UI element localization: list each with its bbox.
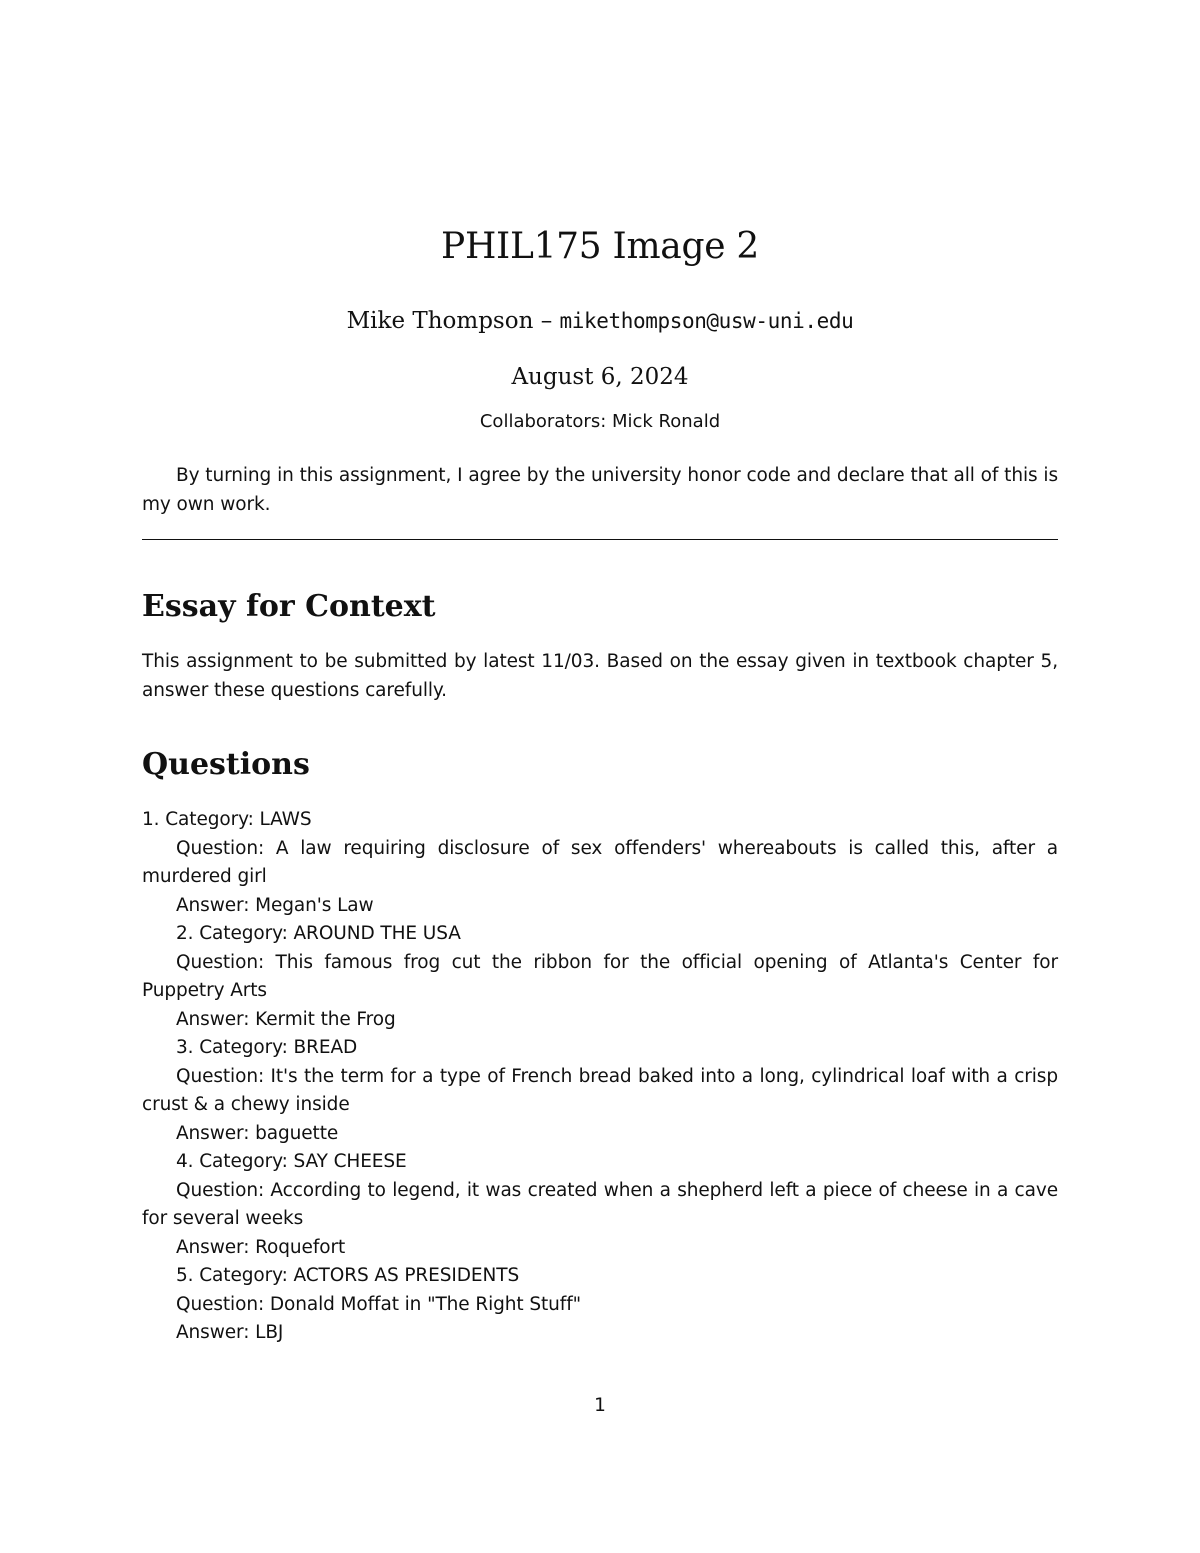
question-text: Question: A law requiring disclosure of sex offenders' whereabouts is called this, after a murdered girl [142,837,1058,887]
document-title: PHIL175 Image 2 [441,226,759,267]
question-category: 1. Category: LAWS [142,809,312,830]
question-answer: Answer: baguette [176,1122,339,1144]
question-answer: Answer: Megan's Law [176,894,374,916]
author-email: mikethompson@usw-uni.edu [559,309,854,333]
author-separator: – [533,308,560,334]
question-text: Question: This famous frog cut the ribbon for the official opening of Atlanta's Center for Puppetry Arts [142,951,1058,1001]
question-answer: Answer: Kermit the Frog [176,1008,396,1030]
question-text: Question: According to legend, it was created when a shepherd left a piece of cheese in a cave for several weeks [142,1179,1058,1229]
question-answer: Answer: LBJ [176,1322,284,1343]
honor-statement: By turning in this assignment, I agree by the university honor code and declare that all of this is my own work. [142,465,1058,515]
question-list [142,806,1058,1348]
collaborators-line: Collaborators: Mick Ronald [479,411,721,432]
question-category: 4. Category: SAY CHEESE [176,1151,407,1172]
question-text: Question: Donald Moffat in "The Right Stuff" [176,1293,582,1315]
essay-paragraph: This assignment to be submitted by latest 11/03. Based on the essay given in textbook chapter 5, answer these questions carefully. [142,651,1058,701]
question-text: Question: It's the term for a type of French bread baked into a long, cylindrical loaf with a crisp crust & a chewy inside [142,1065,1058,1115]
questions-heading: Questions [142,747,310,782]
horizontal-rule [142,539,1058,540]
question-category: 2. Category: AROUND THE USA [176,923,461,944]
question-category: 3. Category: BREAD [176,1037,358,1058]
author-name: Mike Thompson [346,308,534,334]
question-answer: Answer: Roquefort [176,1236,346,1258]
document-date: August 6, 2024 [511,364,689,390]
page-number: 1 [594,1395,606,1416]
question-category: 5. Category: ACTORS AS PRESIDENTS [176,1265,520,1286]
essay-heading: Essay for Context [142,589,436,624]
author-line [0,304,1200,338]
